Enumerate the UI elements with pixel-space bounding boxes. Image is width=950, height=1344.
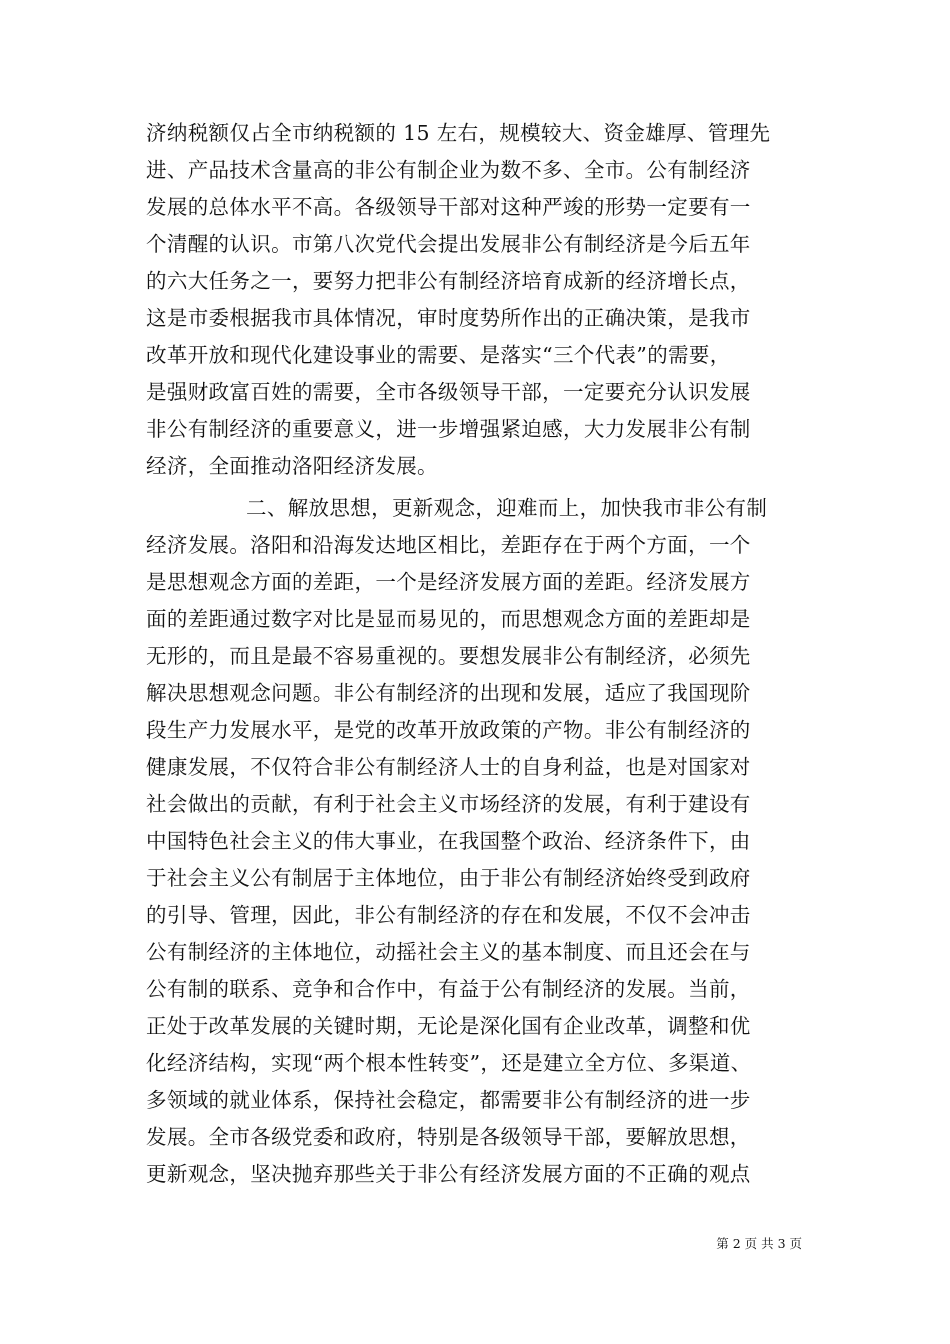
text-line: 的六大任务之一，要努力把非公有制经济培育成新的经济增长点，	[146, 269, 751, 293]
text-line: 发展。全市各级党委和政府，特别是各级领导干部，要解放思想，	[146, 1125, 751, 1149]
text-line: 经济，全面推动洛阳经济发展。	[146, 454, 438, 478]
text-line: 中国特色社会主义的伟大事业，在我国整个政治、经济条件下，由	[146, 829, 751, 853]
section-heading-line: 二、解放思想，更新观念，迎难而上，加快我市非公有制	[246, 496, 768, 520]
text-line: 改革开放和现代化建设事业的需要、是落实“三个代表”的需要，	[146, 343, 731, 367]
text-line: 化经济结构，实现“两个根本性转变”，还是建立全方位、多渠道、	[146, 1051, 752, 1075]
text-line: 这是市委根据我市具体情况，审时度势所作出的正确决策，是我市	[146, 306, 751, 330]
text-line: 面的差距通过数字对比是显而易见的，而思想观念方面的差距却是	[146, 607, 751, 631]
text-line: 的引导、管理，因此，非公有制经济的存在和发展，不仅不会冲击	[146, 903, 751, 927]
text-line: 个清醒的认识。市第八次党代会提出发展非公有制经济是今后五年	[146, 232, 751, 256]
page-number-footer: 第 2 页 共 3 页	[716, 1236, 802, 1251]
text-line: 健康发展，不仅符合非公有制经济人士的自身利益，也是对国家对	[146, 755, 751, 779]
text-line: 是强财政富百姓的需要，全市各级领导干部，一定要充分认识发展	[146, 380, 751, 404]
text-line: 多领域的就业体系，保持社会稳定，都需要非公有制经济的进一步	[146, 1088, 751, 1112]
text-line: 非公有制经济的重要意义，进一步增强紧迫感，大力发展非公有制	[146, 417, 751, 441]
text-line: 无形的，而且是最不容易重视的。要想发展非公有制经济，必须先	[146, 644, 751, 668]
text-line: 是思想观念方面的差距，一个是经济发展方面的差距。经济发展方	[146, 570, 751, 594]
text-line: 段生产力发展水平，是党的改革开放政策的产物。非公有制经济的	[146, 718, 751, 742]
text-line: 发展的总体水平不高。各级领导干部对这种严竣的形势一定要有一	[146, 195, 751, 219]
text-line: 公有制经济的主体地位，动摇社会主义的基本制度、而且还会在与	[146, 940, 751, 964]
text-line: 解决思想观念问题。非公有制经济的出现和发展，适应了我国现阶	[146, 681, 751, 705]
text-line: 正处于改革发展的关键时期，无论是深化国有企业改革，调整和优	[146, 1014, 751, 1038]
text-line: 于社会主义公有制居于主体地位，由于非公有制经济始终受到政府	[146, 866, 751, 890]
text-line: 更新观念，坚决抛弃那些关于非公有经济发展方面的不正确的观点	[146, 1162, 751, 1186]
text-line: 经济发展。洛阳和沿海发达地区相比，差距存在于两个方面，一个	[146, 533, 751, 557]
text-line: 进、产品技术含量高的非公有制企业为数不多、全市。公有制经济	[146, 158, 751, 182]
text-line: 公有制的联系、竞争和合作中，有益于公有制经济的发展。当前，	[146, 977, 751, 1001]
text-line: 社会做出的贡献，有利于社会主义市场经济的发展，有利于建设有	[146, 792, 751, 816]
text-line: 济纳税额仅占全市纳税额的 15 左右，规模较大、资金雄厚、管理先	[146, 121, 771, 145]
